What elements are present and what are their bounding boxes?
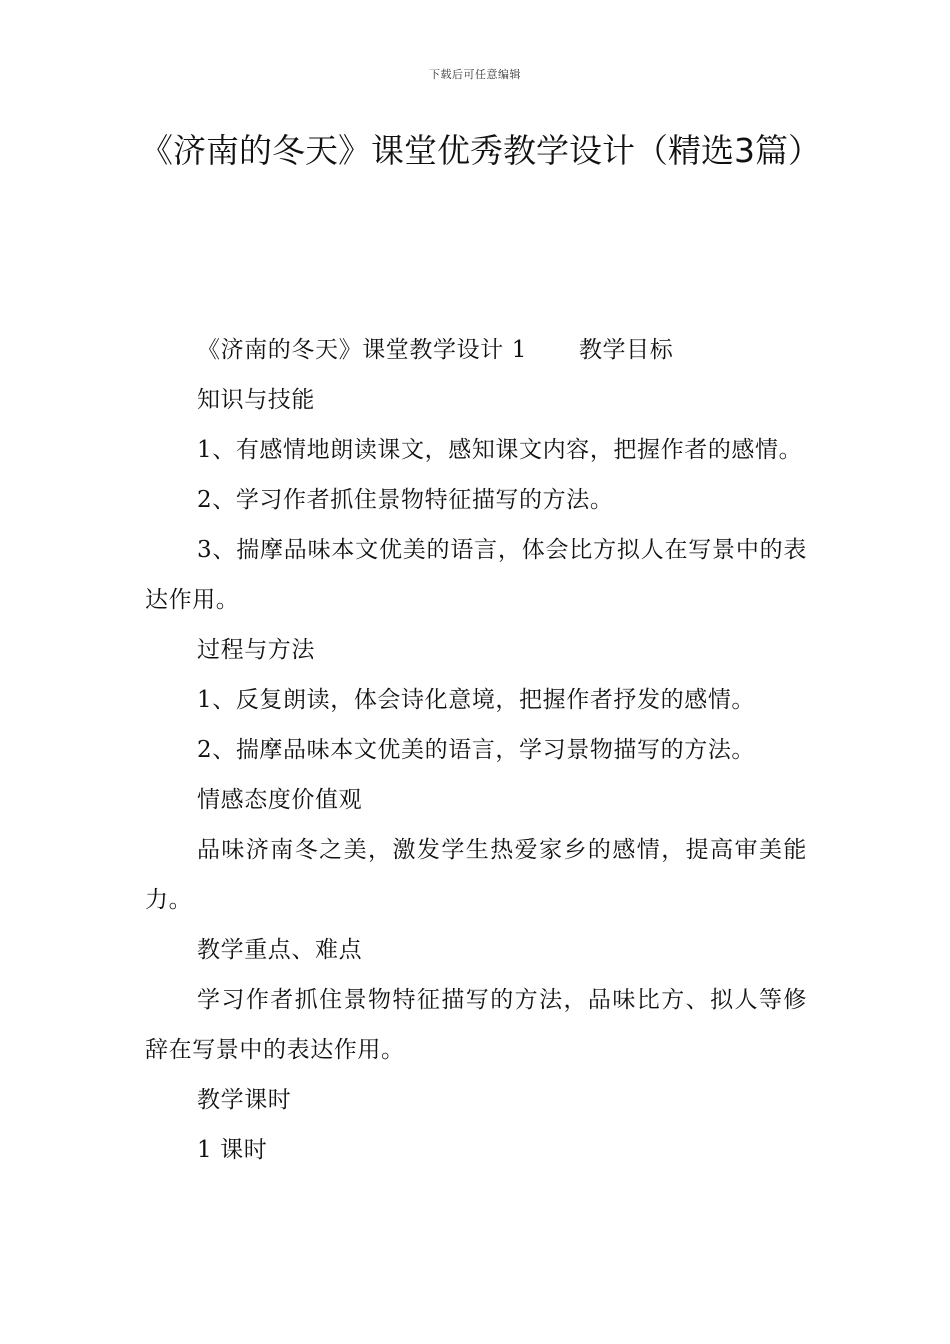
section-heading: 《济南的冬天》课堂教学设计 1 bbox=[197, 337, 527, 363]
paragraph: 1 课时 bbox=[197, 1137, 268, 1163]
paragraph: 教学课时 bbox=[197, 1087, 292, 1113]
paragraph: 2、揣摩品味本文优美的语言，学习景物描写的方法。 bbox=[197, 737, 756, 763]
paragraph: 学习作者抓住景物特征描写的方法，品味比方、拟人等修辞在写景中的表达作用。 bbox=[145, 987, 807, 1063]
paragraph: 1、反复朗读，体会诗化意境，把握作者抒发的感情。 bbox=[197, 687, 756, 713]
section-heading-line bbox=[145, 325, 807, 375]
document-body bbox=[145, 325, 807, 1175]
paragraph: 过程与方法 bbox=[197, 637, 315, 663]
paragraph: 情感态度价值观 bbox=[197, 787, 363, 813]
document-title: 《济南的冬天》课堂优秀教学设计（精选3篇） bbox=[140, 131, 821, 170]
paragraph: 1、有感情地朗读课文，感知课文内容，把握作者的感情。 bbox=[197, 437, 803, 463]
paragraph: 教学重点、难点 bbox=[197, 937, 363, 963]
paragraph: 2、学习作者抓住景物特征描写的方法。 bbox=[197, 487, 614, 513]
header-note: 下载后可任意编辑 bbox=[429, 68, 521, 81]
paragraph: 3、揣摩品味本文优美的语言，体会比方拟人在写景中的表达作用。 bbox=[145, 537, 807, 613]
section-subheading: 教学目标 bbox=[578, 337, 674, 363]
paragraph: 知识与技能 bbox=[197, 387, 315, 413]
paragraph: 品味济南冬之美，激发学生热爱家乡的感情，提高审美能力。 bbox=[145, 837, 807, 913]
